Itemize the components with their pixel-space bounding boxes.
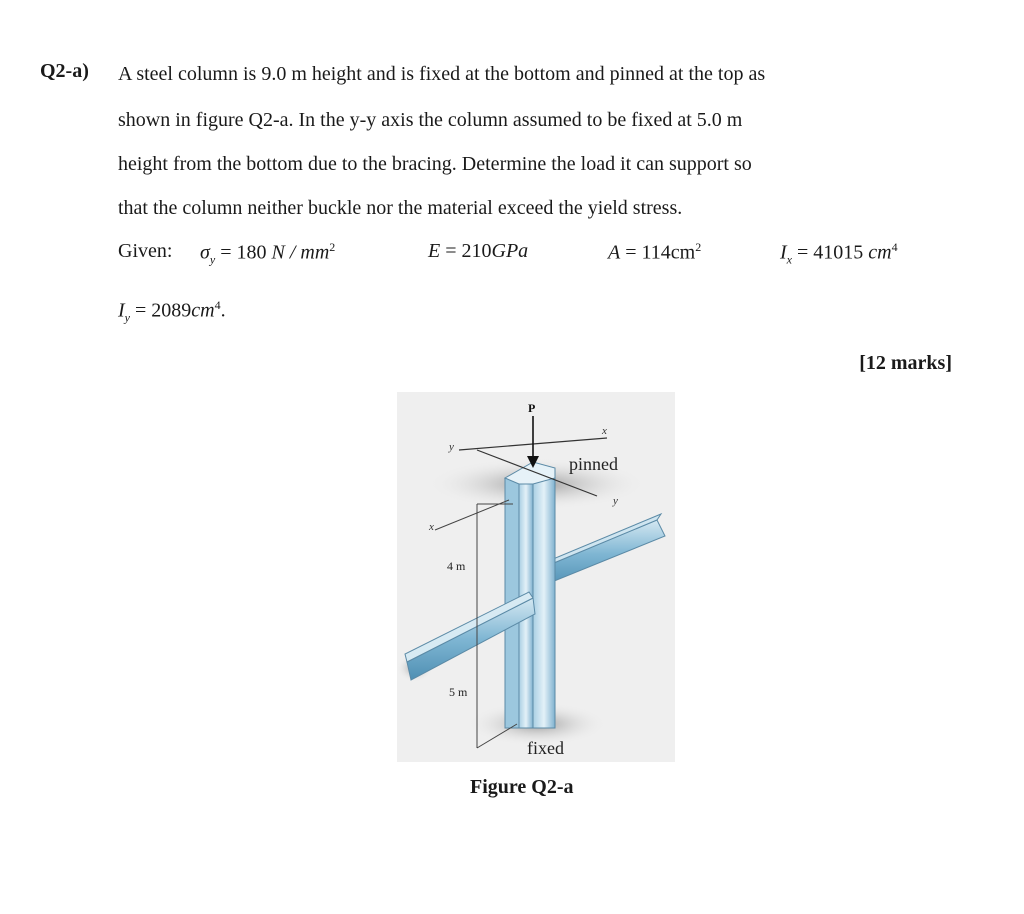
x-axis-label-left: x (429, 521, 434, 533)
a-value: = 114 (625, 241, 671, 264)
given-label: Given: (118, 240, 173, 262)
figure-caption: Figure Q2-a (470, 776, 574, 798)
iy-subscript: y (124, 310, 130, 325)
sigma-symbol: σ (200, 241, 210, 264)
area (608, 240, 701, 265)
question-line-3: height from the bottom due to the bracing. Determine the load it can support so (118, 153, 752, 175)
x-axis-label-top: x (602, 425, 607, 437)
question-line-2: shown in figure Q2-a. In the y-y axis the column assumed to be fixed at 5.0 m (118, 109, 743, 131)
e-symbol: E (428, 240, 441, 262)
a-unit: cm (670, 241, 696, 264)
modulus (428, 240, 528, 263)
question-line-4: that the column neither buckle nor the material exceed the yield stress. (118, 197, 683, 219)
inertia-x (780, 240, 898, 268)
iy-exponent: 4 (214, 298, 221, 312)
sigma-subscript: y (209, 252, 216, 267)
e-value: = 210 (445, 240, 492, 262)
figure-q2a (397, 392, 675, 762)
fixed-label: fixed (527, 738, 564, 758)
y-axis-label-left: y (449, 441, 454, 453)
question-line-1: A steel column is 9.0 m height and is fixed at the bottom and pinned at the top as (118, 63, 766, 85)
sigma-exponent: 2 (329, 240, 336, 254)
dim-lower-label: 5 m (449, 685, 468, 699)
iy-unit: cm (191, 299, 215, 322)
inertia-y-row (118, 298, 226, 326)
sigma-unit: N / mm (271, 241, 330, 264)
yield-stress (200, 240, 335, 268)
ix-symbol: I (780, 241, 787, 264)
brace-back (537, 520, 665, 588)
iy-period: . (220, 299, 226, 322)
column-diagram (397, 392, 675, 762)
a-exponent: 2 (695, 240, 702, 254)
marks-label: [12 marks] (859, 352, 952, 374)
column-flange-right (533, 478, 555, 728)
sigma-value: = 180 (220, 241, 267, 264)
question-label: Q2-a) (40, 60, 89, 82)
a-symbol: A (608, 241, 621, 264)
iy-symbol: I (118, 299, 125, 322)
y-axis-label-right: y (613, 495, 618, 507)
iy-value: = 2089 (135, 299, 192, 322)
pinned-label: pinned (569, 454, 618, 474)
dim-upper-label: 4 m (447, 559, 466, 573)
load-label: P (528, 401, 536, 415)
ix-value: = 41015 (797, 241, 864, 264)
ix-unit: cm (868, 241, 892, 264)
ix-subscript: x (786, 252, 792, 267)
e-unit: GPa (491, 240, 529, 262)
ix-exponent: 4 (891, 240, 898, 254)
